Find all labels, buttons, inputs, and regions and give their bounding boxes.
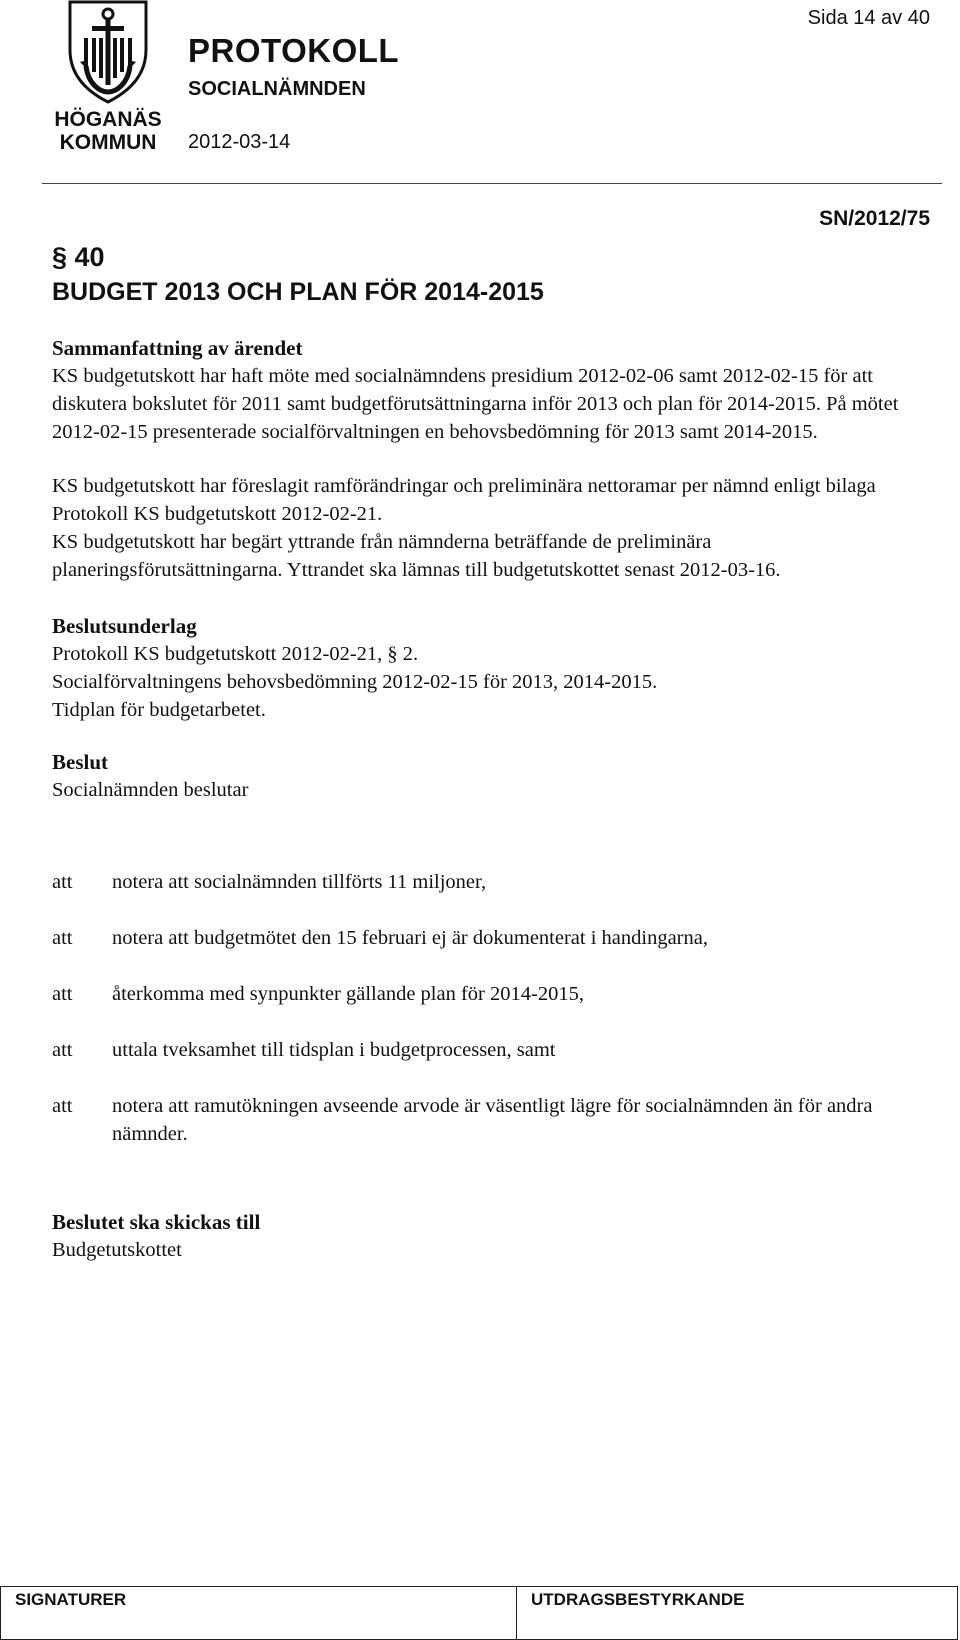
decision-marker: att	[52, 983, 73, 1005]
basis-item: Socialförvaltningens behovsbedömning 2012-02-15 för 2013, 2014-2015.	[52, 671, 658, 693]
decision-text: notera att budgetmötet den 15 februari ej är dokumenterat i handingarna,	[112, 927, 708, 949]
meeting-date: 2012-03-14	[188, 131, 291, 153]
basis-item: Protokoll KS budgetutskott 2012-02-21, § 2.	[52, 643, 419, 665]
extract-certification-cell: UTDRAGSBESTYRKANDE	[531, 1590, 745, 1609]
page-number: Sida 14 av 40	[807, 7, 930, 29]
decision-text: notera att socialnämnden tillförts 11 miljoner,	[112, 871, 487, 893]
summary-paragraph-2: KS budgetutskott har föreslagit ramförändringar och preliminära nettoramar per nämnd enligt bilaga Protokoll KS budgetutskott 2012-02-21.	[52, 475, 876, 525]
distribution-recipient: Budgetutskottet	[52, 1239, 182, 1261]
decision-marker: att	[52, 1095, 73, 1117]
committee-name: SOCIALNÄMNDEN	[188, 78, 366, 100]
decision-item	[52, 924, 922, 952]
logo-line-1: HÖGANÄS	[54, 108, 162, 131]
protocol-body	[52, 334, 922, 804]
basis-item: Tidplan för budgetarbetet.	[52, 699, 266, 721]
logo-wordmark	[52, 108, 164, 154]
signatures-cell: SIGNATURER	[1, 1587, 517, 1639]
document-title: PROTOKOLL	[188, 32, 400, 69]
decision-heading: Beslut	[52, 750, 109, 774]
summary-heading: Sammanfattning av ärendet	[52, 336, 303, 360]
decision-text: notera att ramutökningen avseende arvode är väsentligt lägre för socialnämnden än för andra nämnder.	[112, 1095, 873, 1145]
municipal-shield-icon	[52, 0, 164, 104]
basis-heading: Beslutsunderlag	[52, 614, 197, 638]
decision-marker: att	[52, 1039, 73, 1061]
case-number: SN/2012/75	[819, 207, 930, 230]
decision-text: uttala tveksamhet till tidsplan i budgetprocessen, samt	[112, 1039, 556, 1061]
summary-paragraph-3: KS budgetutskott har begärt yttrande från nämnderna beträffande de preliminära planeringsförutsättningarna. Yttrandet ska lämnas till budgetutskottet senast 2012-03-16.	[52, 531, 781, 581]
decision-marker: att	[52, 871, 73, 893]
decision-item	[52, 980, 922, 1008]
decision-intro: Socialnämnden beslutar	[52, 779, 249, 801]
decision-item	[52, 1092, 922, 1148]
paragraph-number: § 40	[52, 242, 105, 272]
decision-marker: att	[52, 927, 73, 949]
signature-table	[0, 1586, 958, 1640]
decision-item	[52, 868, 922, 896]
paragraph-title: BUDGET 2013 OCH PLAN FÖR 2014-2015	[52, 278, 544, 306]
logo-line-2: KOMMUN	[59, 131, 157, 154]
distribution-heading: Beslutet ska skickas till	[52, 1210, 261, 1234]
decision-item	[52, 1036, 922, 1064]
hoganas-kommun-logo	[52, 0, 164, 156]
decision-text: återkomma med synpunkter gällande plan för 2014-2015,	[112, 983, 584, 1005]
distribution-section	[52, 1208, 260, 1264]
header-divider	[42, 183, 942, 184]
summary-paragraph-1: KS budgetutskott har haft möte med socialnämndens presidium 2012-02-06 samt 2012-02-15 för att diskutera bokslutet för 2011 samt budgetförutsättningarna inför 2013 och plan för 2014-2015. På mötet 2012-02-15 presenterade socialförvaltningen en behovsbedömning för 2013 samt 2014-2015.	[52, 365, 899, 443]
